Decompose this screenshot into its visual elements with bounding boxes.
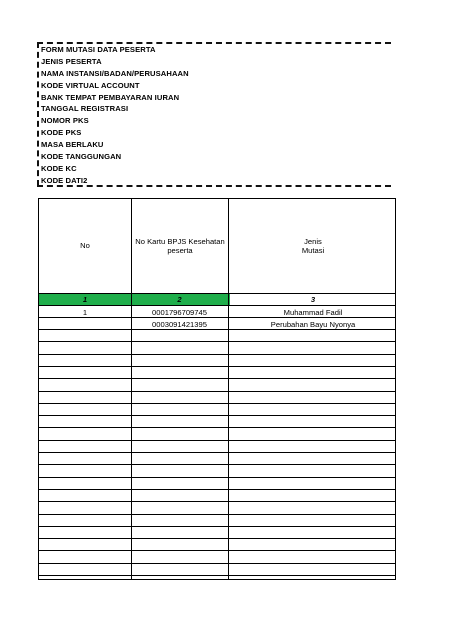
column-number-3: 3 [310, 295, 316, 304]
dashed-border-left [37, 42, 39, 186]
form-header [37, 42, 391, 186]
header-mutation-type: Jenis Mutasi [301, 237, 325, 255]
row-divider [39, 464, 395, 465]
row-divider [39, 452, 395, 453]
row-divider [39, 305, 395, 306]
row-divider [39, 391, 395, 392]
column-number-2: 2 [177, 295, 182, 304]
row-divider [39, 427, 395, 428]
row-2-mutation: Perubahan Bayu Nyonya [270, 320, 356, 329]
row-divider [39, 341, 395, 342]
field-kode-dati2: KODE DATI2 [41, 175, 88, 185]
row-2-card-number: 0003091421395 [152, 320, 207, 329]
row-divider [39, 293, 395, 294]
header-field-list [41, 44, 189, 187]
row-divider [39, 378, 395, 379]
row-1-mutation: Muhammad Fadil [283, 308, 343, 317]
row-divider [39, 477, 395, 478]
column-divider [228, 199, 229, 579]
header-card-number: No Kartu BPJS Kesehatan peserta [135, 237, 225, 255]
row-divider [39, 440, 395, 441]
field-bank-pembayaran: BANK TEMPAT PEMBAYARAN IURAN [41, 92, 180, 102]
row-divider [39, 317, 395, 318]
row-divider [39, 526, 395, 527]
row-1-no: 1 [82, 308, 88, 317]
field-kode-tanggungan: KODE TANGGUNGAN [41, 152, 122, 162]
field-kode-kc: KODE KC [41, 163, 77, 173]
row-1-card-number: 0001796709745 [152, 308, 207, 317]
field-tanggal-registrasi: TANGGAL REGISTRASI [41, 104, 129, 114]
field-masa-berlaku: MASA BERLAKU [41, 140, 104, 150]
row-divider [39, 563, 395, 564]
row-divider [39, 403, 395, 404]
mutation-table [38, 198, 396, 580]
column-number-1: 1 [82, 295, 88, 304]
row-divider [39, 575, 395, 576]
row-divider [39, 329, 395, 330]
field-kode-pks: KODE PKS [41, 128, 82, 138]
row-divider [39, 501, 395, 502]
form-title: FORM MUTASI DATA PESERTA [41, 45, 156, 54]
row-divider [39, 550, 395, 551]
header-no: No [80, 241, 90, 250]
field-nomor-pks: NOMOR PKS [41, 116, 89, 126]
row-divider [39, 354, 395, 355]
row-divider [39, 538, 395, 539]
column-divider [131, 199, 132, 579]
field-kode-virtual-account: KODE VIRTUAL ACCOUNT [41, 80, 140, 90]
row-divider [39, 415, 395, 416]
row-divider [39, 366, 395, 367]
field-nama-instansi: NAMA INSTANSI/BADAN/PERUSAHAAN [41, 68, 189, 78]
row-divider [39, 514, 395, 515]
field-jenis-peserta: JENIS PESERTA [41, 56, 102, 66]
row-divider [39, 489, 395, 490]
